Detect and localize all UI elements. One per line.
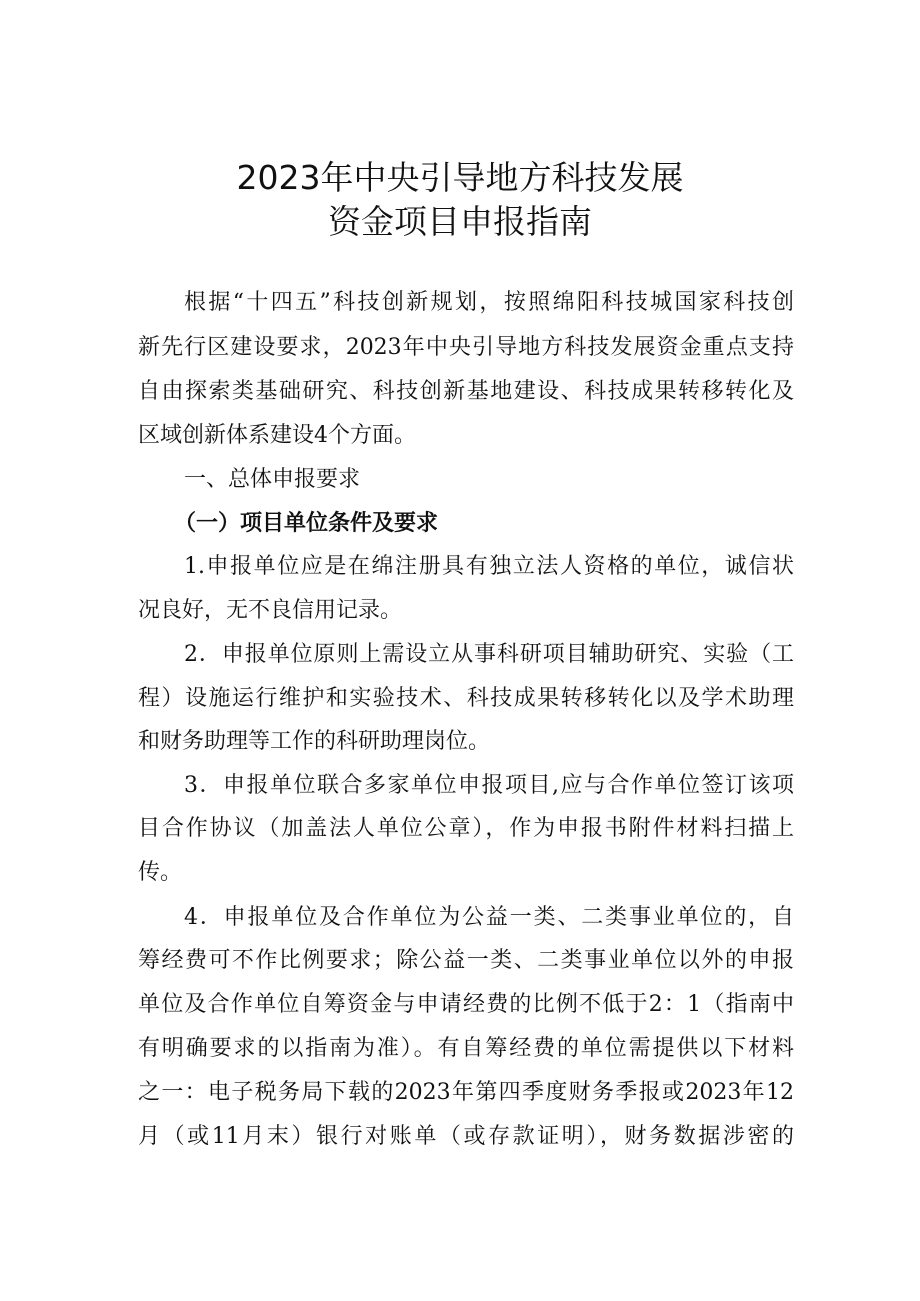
item-4-line: 月（或11月末）银行对账单（或存款证明），财务数据涉密的 <box>138 1124 794 1149</box>
item-1-line: 1.申报单位应是在绵注册具有独立法人资格的单位，诚信状 <box>184 554 794 579</box>
document-title-line-1: 2023年中央引导地方科技发展 <box>236 158 684 197</box>
item-3-line: 目合作协议（加盖法人单位公章），作为申报书附件材料扫描上 <box>138 816 794 841</box>
intro-line: 根据“十四五”科技创新规划，按照绵阳科技城国家科技创 <box>184 290 794 315</box>
document-title-line-2: 资金项目申报指南 <box>328 202 592 241</box>
item-3-line: 3．申报单位联合多家单位申报项目,应与合作单位签订该项 <box>184 773 794 798</box>
intro-line: 自由探索类基础研究、科技创新基地建设、科技成果转移转化及 <box>138 379 794 404</box>
item-4-line: 筹经费可不作比例要求；除公益一类、二类事业单位以外的申报 <box>138 948 794 973</box>
item-3-line: 传。 <box>138 860 183 885</box>
item-4-line: 4．申报单位及合作单位为公益一类、二类事业单位的，自 <box>184 905 794 930</box>
section-heading: 一、总体申报要求 <box>184 467 361 492</box>
intro-line: 新先行区建设要求，2023年中央引导地方科技发展资金重点支持 <box>138 335 794 360</box>
item-4-line: 有明确要求的以指南为准）。有自筹经费的单位需提供以下材料 <box>138 1036 794 1061</box>
item-2-line: 2．申报单位原则上需设立从事科研项目辅助研究、实验（工 <box>184 642 794 667</box>
subsection-heading: （一）项目单位条件及要求 <box>174 511 439 536</box>
intro-line: 区域创新体系建设4个方面。 <box>138 423 416 448</box>
item-2-line: 程）设施运行维护和实验技术、科技成果转移转化以及学术助理 <box>138 686 794 711</box>
item-4-line: 之一：电子税务局下载的2023年第四季度财务季报或2023年12 <box>138 1080 794 1105</box>
item-2-line: 和财务助理等工作的科研助理岗位。 <box>138 729 491 754</box>
item-4-line: 单位及合作单位自筹资金与申请经费的比例不低于2：1（指南中 <box>138 992 794 1017</box>
item-1-line: 况良好，无不良信用记录。 <box>138 598 403 623</box>
